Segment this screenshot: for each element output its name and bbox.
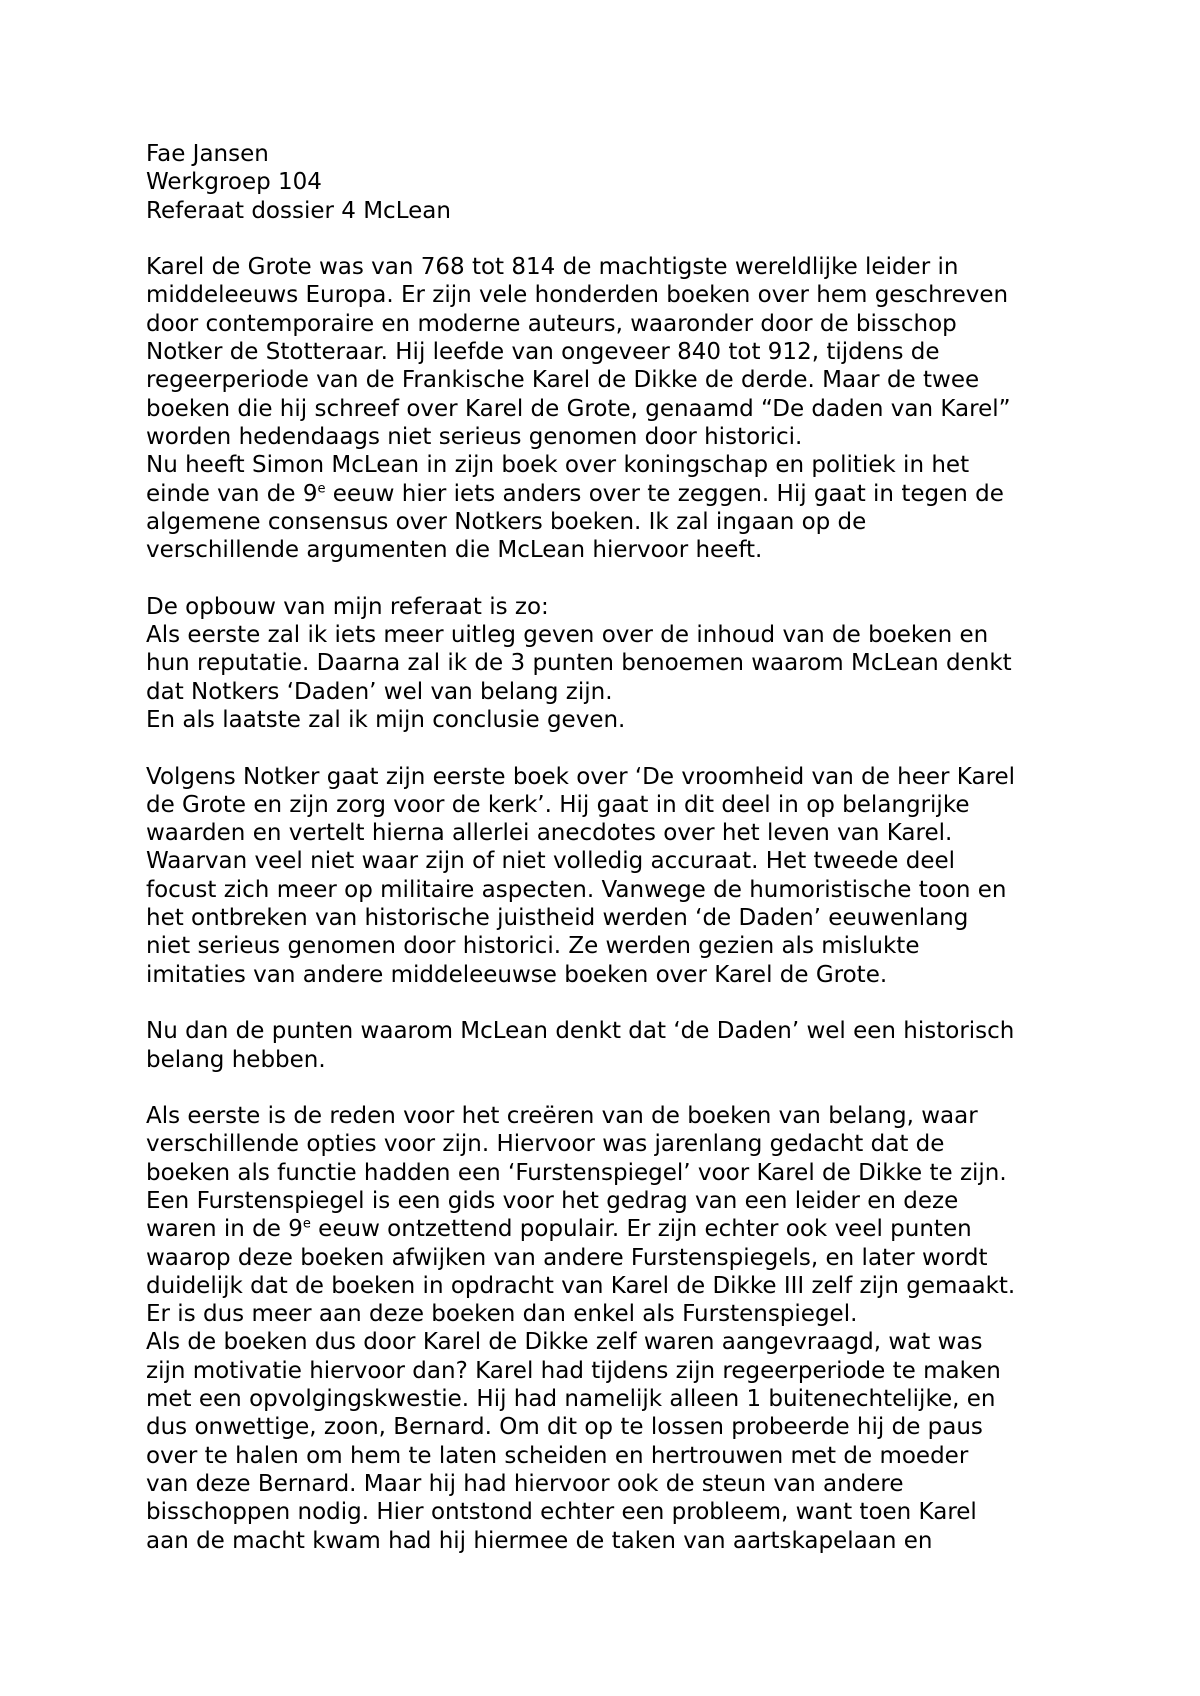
document-header: [146, 140, 1076, 225]
text-line: waren in de 9e eeuw ontzettend populair. Er zijn echter ook veel punten: [146, 1216, 972, 1243]
text-line: bisschoppen nodig. Hier ontstond echter een probleem, want toen Karel: [146, 1499, 977, 1526]
document-title: Referaat dossier 4 McLean: [146, 197, 451, 224]
text-line: Nu dan de punten waarom McLean denkt dat ‘de Daden’ wel een historisch: [146, 1018, 1015, 1045]
paragraph: [146, 1017, 1076, 1074]
text-line: dus onwettige, zoon, Bernard. Om dit op te lossen probeerde hij de paus: [146, 1414, 983, 1441]
paragraph: [146, 1102, 1076, 1555]
text-line: boeken die hij schreef over Karel de Grote, genaamd “De daden van Karel”: [146, 395, 1011, 422]
text-line: verschillende argumenten die McLean hiervoor heeft.: [146, 537, 763, 564]
text-line: aan de macht kwam had hij hiermee de taken van aartskapelaan en: [146, 1527, 933, 1554]
text-line: Volgens Notker gaat zijn eerste boek over ‘De vroomheid van de heer Karel: [146, 763, 1016, 790]
text-line: einde van de 9e eeuw hier iets anders over te zeggen. Hij gaat in tegen de: [146, 480, 1004, 507]
text-line: Een Furstenspiegel is een gids voor het gedrag van een leider en deze: [146, 1187, 959, 1214]
superscript: e: [302, 1216, 311, 1232]
blank-line: [146, 989, 1076, 1017]
text-line: Nu heeft Simon McLean in zijn boek over koningschap en politiek in het: [146, 452, 970, 479]
document-body: [146, 253, 1076, 1555]
text-line: niet serieus genomen door historici. Ze werden gezien als mislukte: [146, 933, 920, 960]
workgroup-label: Werkgroep 104: [146, 169, 322, 196]
superscript: e: [317, 480, 326, 496]
blank-line: [146, 734, 1076, 762]
text-line: middeleeuws Europa. Er zijn vele honderden boeken over hem geschreven: [146, 282, 1009, 309]
text-line: boeken als functie hadden een ‘Furstenspiegel’ voor Karel de Dikke te zijn.: [146, 1159, 1007, 1186]
text-line: zijn motivatie hiervoor dan? Karel had tijdens zijn regeerperiode te maken: [146, 1357, 1001, 1384]
text-line: duidelijk dat de boeken in opdracht van Karel de Dikke III zelf zijn gemaakt.: [146, 1272, 1016, 1299]
text-line: regeerperiode van de Frankische Karel de Dikke de derde. Maar de twee: [146, 367, 980, 394]
text-line: Waarvan veel niet waar zijn of niet volledig accuraat. Het tweede deel: [146, 848, 956, 875]
text-line: met een opvolgingskwestie. Hij had namelijk alleen 1 buitenechtelijke, en: [146, 1386, 996, 1413]
text-line: hun reputatie. Daarna zal ik de 3 punten benoemen waarom McLean denkt: [146, 650, 1012, 677]
author-name: Fae Jansen: [146, 141, 269, 167]
document-page: [146, 140, 1076, 1555]
text-line: Er is dus meer aan deze boeken dan enkel als Furstenspiegel.: [146, 1301, 858, 1328]
text-line: belang hebben.: [146, 1046, 326, 1073]
text-line: van deze Bernard. Maar hij had hiervoor ook de steun van andere: [146, 1470, 904, 1497]
text-line: het ontbreken van historische juistheid werden ‘de Daden’ eeuwenlang: [146, 905, 969, 932]
text-line: waarden en vertelt hierna allerlei anecdotes over het leven van Karel.: [146, 820, 953, 847]
text-line: dat Notkers ‘Daden’ wel van belang zijn.: [146, 678, 613, 705]
paragraph: [146, 593, 1076, 734]
text-line: imitaties van andere middeleeuwse boeken over Karel de Grote.: [146, 961, 888, 988]
text-line: Notker de Stotteraar. Hij leefde van ongeveer 840 tot 912, tijdens de: [146, 339, 940, 366]
text-line: worden hedendaags niet serieus genomen door historici.: [146, 423, 803, 450]
text-line: algemene consensus over Notkers boeken. Ik zal ingaan op de: [146, 508, 867, 535]
text-line: Als eerste zal ik iets meer uitleg geven over de inhoud van de boeken en: [146, 622, 989, 649]
paragraph: [146, 763, 1076, 989]
text-line: focust zich meer op militaire aspecten. Vanwege de humoristische toon en: [146, 876, 1007, 903]
text-line: door contemporaire en moderne auteurs, waaronder door de bisschop: [146, 310, 957, 337]
text-line: De opbouw van mijn referaat is zo:: [146, 593, 549, 620]
text-line: En als laatste zal ik mijn conclusie geven.: [146, 706, 626, 733]
blank-line: [146, 1074, 1076, 1102]
paragraph: [146, 253, 1076, 564]
text-line: Karel de Grote was van 768 tot 814 de machtigste wereldlijke leider in: [146, 254, 959, 281]
text-line: verschillende opties voor zijn. Hiervoor was jarenlang gedacht dat de: [146, 1131, 945, 1158]
blank-line: [146, 564, 1076, 592]
text-line: waarop deze boeken afwijken van andere Furstenspiegels, en later wordt: [146, 1244, 988, 1271]
text-line: over te halen om hem te laten scheiden en hertrouwen met de moeder: [146, 1442, 969, 1469]
text-line: de Grote en zijn zorg voor de kerk’. Hij gaat in dit deel in op belangrijke: [146, 791, 970, 818]
blank-line: [146, 225, 1076, 253]
text-line: Als de boeken dus door Karel de Dikke zelf waren aangevraagd, wat was: [146, 1329, 983, 1356]
text-line: Als eerste is de reden voor het creëren van de boeken van belang, waar: [146, 1103, 978, 1130]
